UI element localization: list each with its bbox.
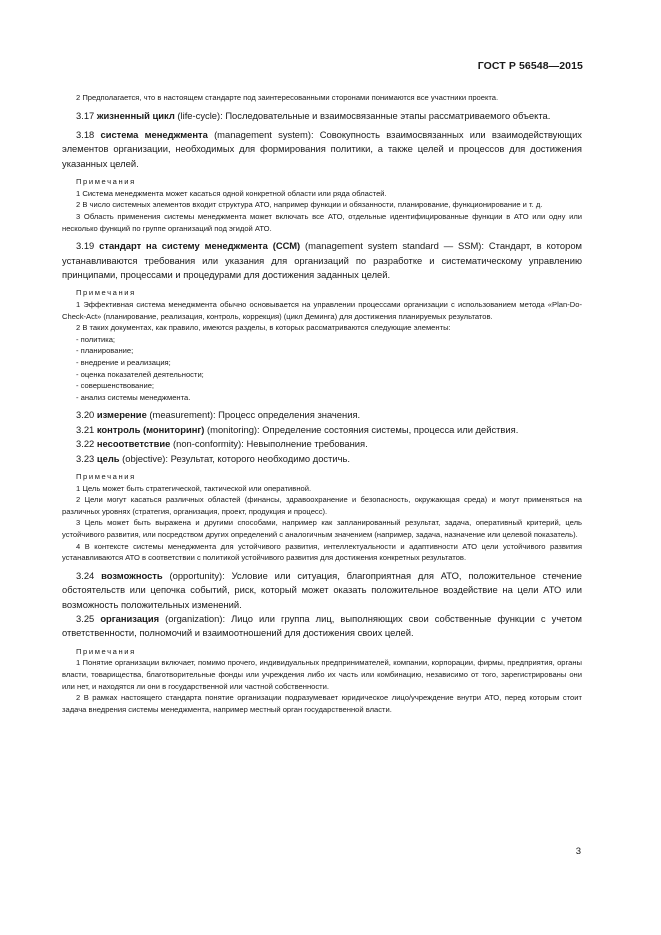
notes-heading: Примечания — [76, 471, 136, 481]
term-definition: (measurement): Процесс определения значения. — [146, 409, 361, 421]
notes-heading: Примечания — [76, 288, 136, 298]
term-definition: (opportunity): Условие или ситуация, благоприятная для АТО, положительное стечение обстоятельств или цепочка событий, риск, который может оказать положительное воздействие на цели АТО или возможность положительных изменений. — [62, 569, 582, 610]
term-name: жизненный цикл — [96, 109, 175, 121]
term-3-23 — [62, 452, 582, 466]
term-name: возможность — [101, 569, 163, 581]
standard-header: ГОСТ Р 56548—2015 — [477, 60, 583, 72]
term-number: 3.25 — [76, 612, 95, 624]
note: 2 В число системных элементов входит структура АТО, например функции и обязанности, планирование, функционирование и т. д. — [76, 200, 543, 210]
note: 1 Цель может быть стратегической, тактической или оперативной. — [76, 483, 312, 493]
term-name: стандарт на систему менеджмента (ССМ) — [99, 240, 301, 252]
note: 1 Система менеджмента может касаться одной конкретной области или ряда областей. — [76, 188, 387, 198]
note: 2 Цели могут касаться различных областей (финансы, здравоохранение и безопасность, окружающая среда) и могут применяться на различных уровнях (стратегия, организация, проект, продукция и процесс). — [62, 495, 582, 516]
term-definition: (management system): Совокупность взаимосвязанных или взаимодействующих элементов организации, необходимых для формирования политики, а также целей и процессов для достижения указанных целей. — [62, 129, 582, 169]
term-3-17 — [62, 109, 582, 123]
term-3-25 — [62, 612, 582, 641]
term-name: измерение — [96, 409, 147, 421]
term-3-20 — [62, 408, 582, 422]
list-item: - политика; — [76, 334, 116, 344]
term-name: цель — [96, 452, 120, 464]
notes-heading: Примечания — [76, 646, 136, 656]
term-definition: (monitoring): Определение состояния системы, процесса или действия. — [204, 423, 519, 435]
document-body — [62, 92, 582, 715]
term-definition: (non-conformity): Невыполнение требования. — [170, 438, 368, 450]
term-3-22 — [62, 437, 582, 451]
term-number: 3.17 — [76, 109, 95, 121]
term-3-24 — [62, 569, 582, 612]
term-definition: (organization): Лицо или группа лиц, выполняющих свои собственные функции с учетом ответственности, полномочий и взаимоотношений для достижения своих целей. — [62, 612, 582, 639]
term-definition: (life-cycle): Последовательные и взаимосвязанные этапы рассматриваемого объекта. — [174, 109, 551, 121]
note: 1 Понятие организации включает, помимо прочего, индивидуальных предпринимателей, компании, корпорации, фирмы, предприятия, органы власти, товарищества, благотворительные фонды или учреждения либо их часть или комбинацию, независимо от того, зарегистрированы они или нет, и находятся ли они в государственной или частной собственности. — [62, 658, 582, 691]
list-item: - внедрение и реализация; — [76, 357, 171, 367]
note: 2 Предполагается, что в настоящем стандарте под заинтересованными сторонами понимаются все участники проекта. — [76, 93, 499, 102]
list-item: - оценка показателей деятельности; — [76, 369, 204, 379]
note: 3 Цель может быть выражена и другими способами, например как запланированный результат, задача, оперативный критерий, цель устойчивого развития, или посредством других определений с аналогичным значением (например, задача, назначение или целевой показатель). — [62, 518, 582, 539]
note: 1 Эффективная система менеджмента обычно основывается на управлении процессами организации с использованием метода «Plan-Do-Check-Act» (планирование, реализация, контроль, коррекция) (цикл Деминга) для достижения планируемых результатов. — [62, 300, 582, 321]
term-3-18 — [62, 128, 582, 171]
list-item: - планирование; — [76, 346, 134, 356]
term-number: 3.23 — [76, 452, 95, 464]
note: 2 В таких документах, как правило, имеются разделы, в которых рассматриваются следующие элементы: — [76, 323, 451, 333]
term-number: 3.21 — [76, 423, 95, 435]
term-number: 3.22 — [76, 438, 95, 450]
term-name: несоответствие — [96, 438, 171, 450]
term-number: 3.18 — [76, 129, 95, 140]
list-item: - анализ системы менеджмента. — [76, 392, 191, 402]
term-number: 3.24 — [76, 569, 95, 581]
page-number: 3 — [575, 846, 581, 857]
note: 2 В рамках настоящего стандарта понятие организации подразумевает юридическое лицо/учреждение внутри АТО, перед которым стоит задача внедрения системы менеджмента, например местный орган государственной власти. — [62, 693, 582, 714]
notes-heading: Примечания — [76, 177, 136, 187]
term-3-21 — [62, 423, 582, 437]
list-item: - совершенствование; — [76, 381, 155, 391]
term-3-19 — [62, 239, 582, 282]
term-name: организация — [100, 612, 160, 624]
term-number: 3.19 — [76, 240, 95, 252]
note: 4 В контексте системы менеджмента для устойчивого развития, интеллектуальности и адаптивности АТО цели устойчивого развития устанавливаются АТО в соответствии с политикой устойчивого развития для достижения конкретных результатов. — [62, 541, 582, 563]
term-definition: (objective): Результат, которого необходимо достичь. — [119, 452, 350, 464]
term-number: 3.20 — [76, 409, 95, 421]
term-definition: (management system standard — SSM): Стандарт, в котором устанавливаются требования или указания для организаций по разработке и систематическому управлению принципами, процессами и процедурами для достижения заданных целей. — [62, 240, 582, 280]
term-name: система менеджмента — [100, 129, 208, 140]
note: 3 Область применения системы менеджмента может включать все АТО, отдельные идентифицированные функции в АТО или одну или несколько функций по группе организаций под эгидой АТО. — [62, 212, 582, 233]
term-name: контроль (мониторинг) — [96, 423, 205, 435]
